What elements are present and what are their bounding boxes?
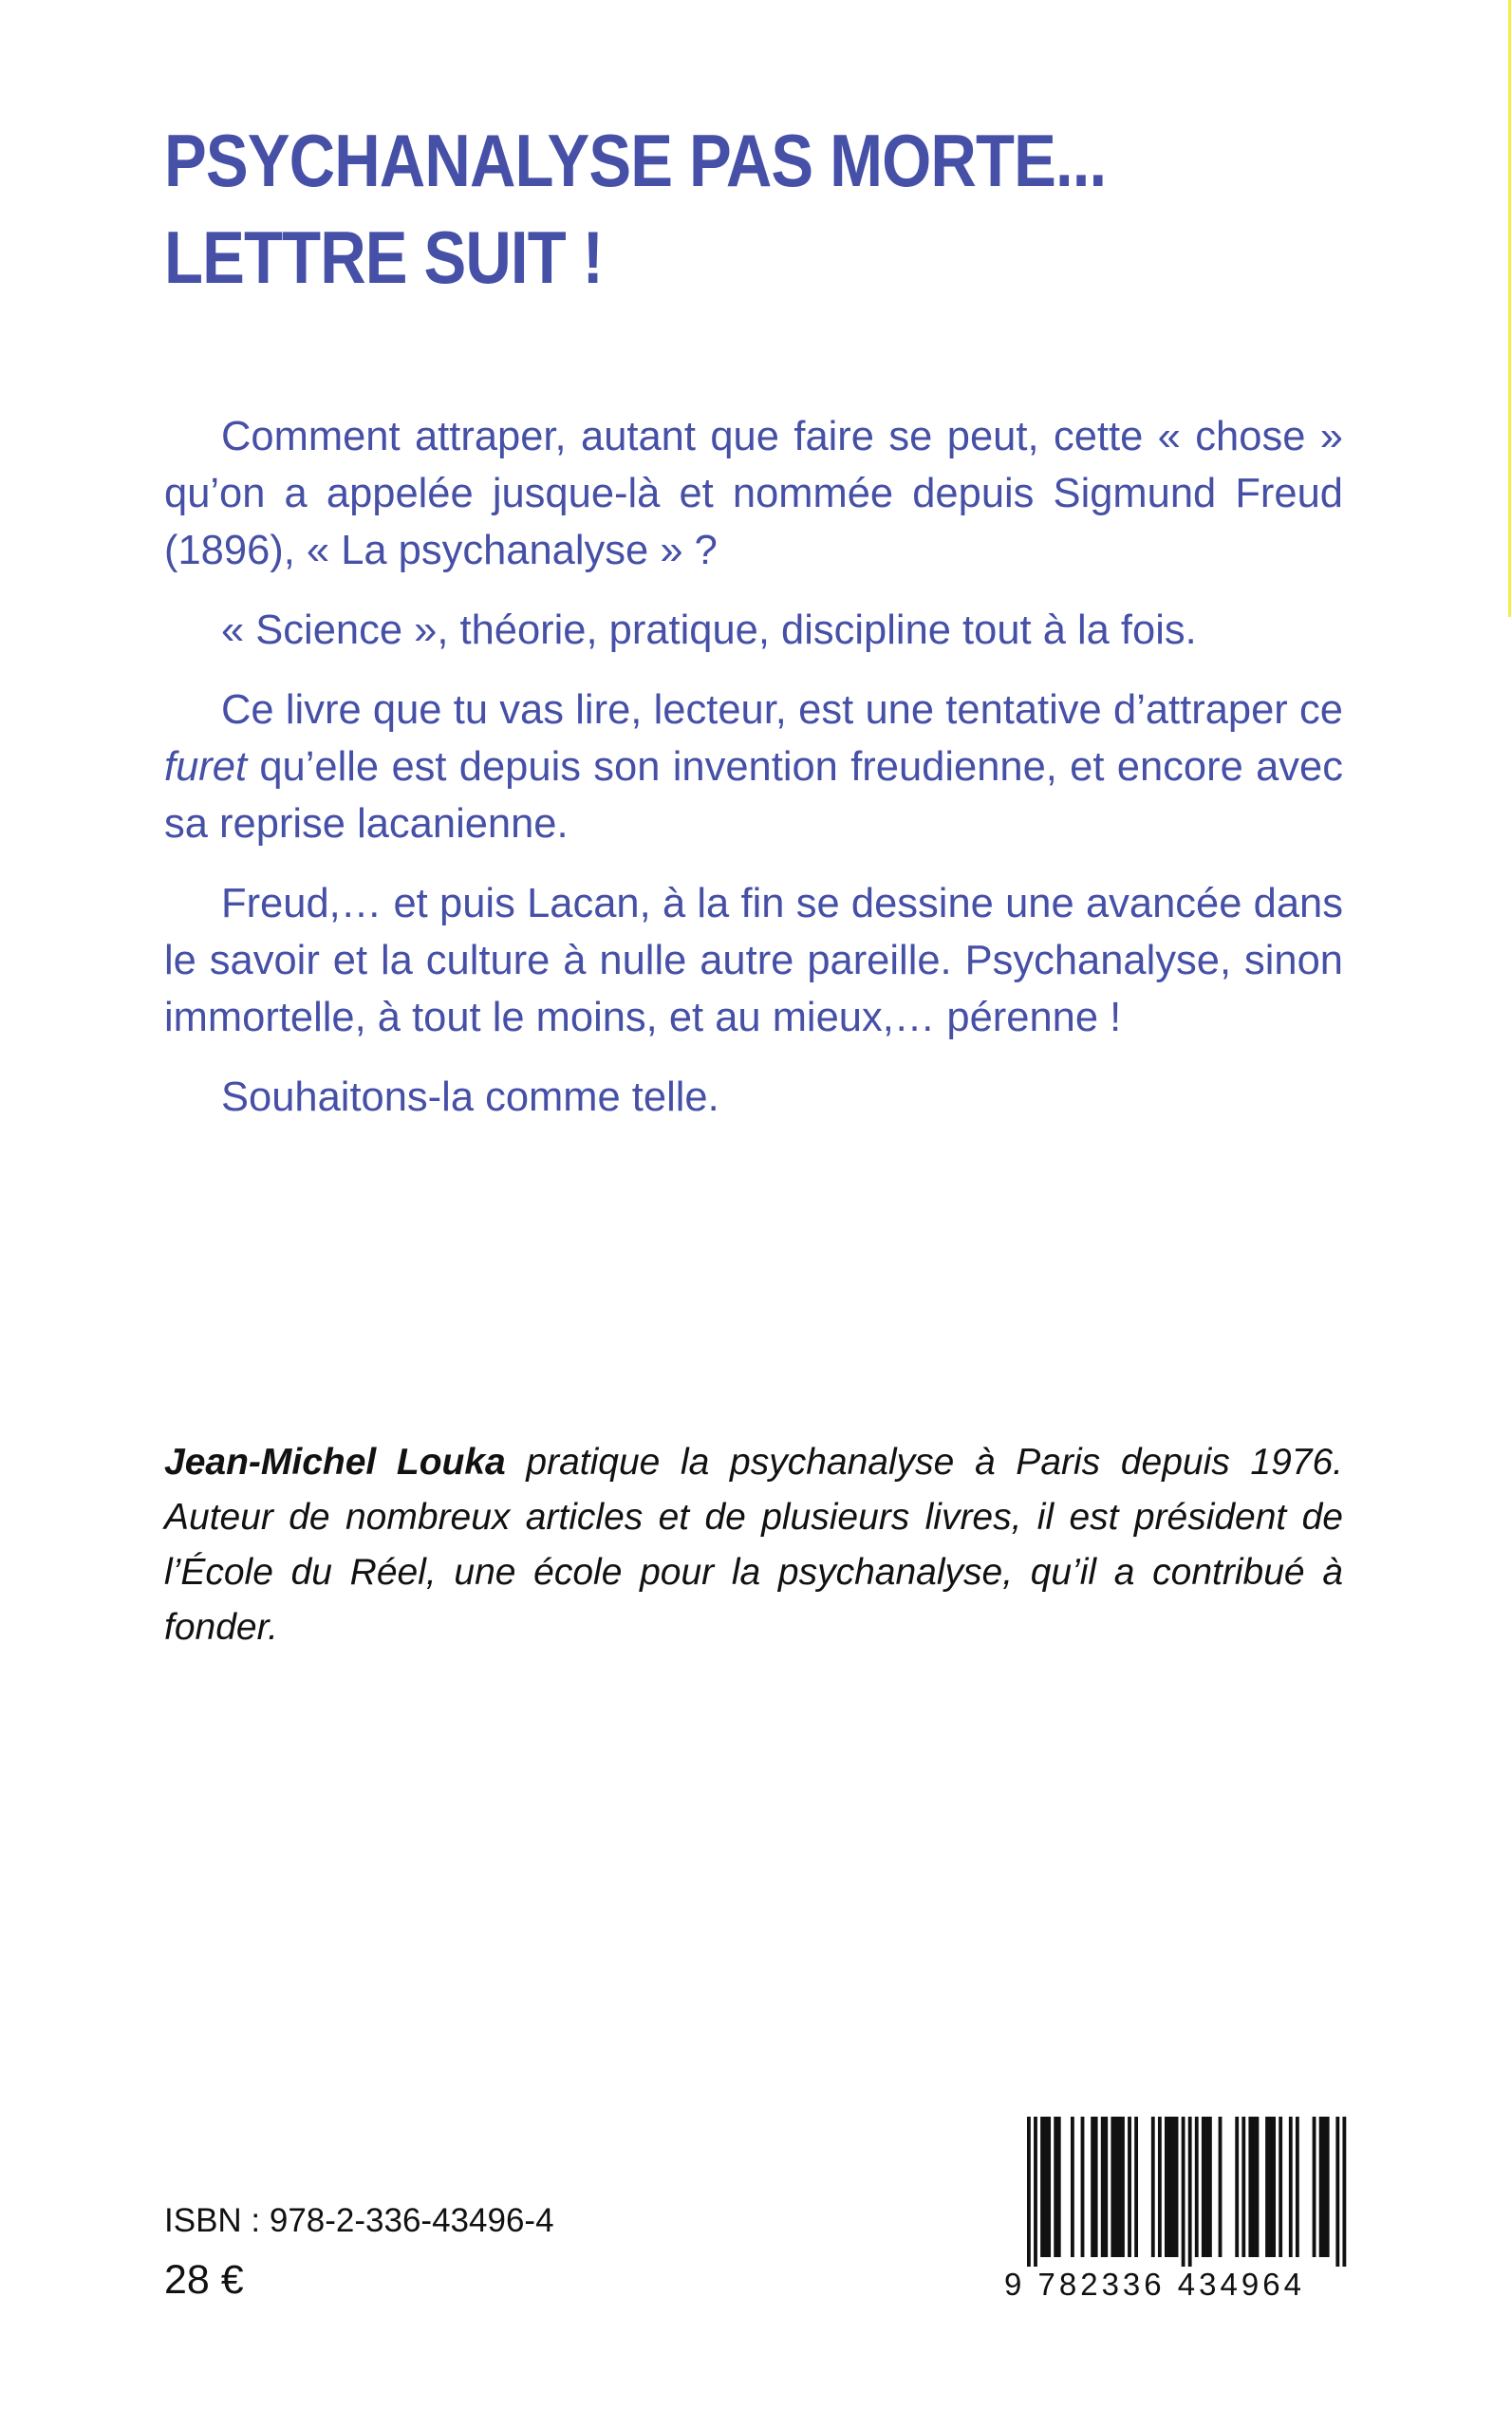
blurb-paragraph-3-end: qu’elle est depuis son invention freudienne, et encore avec sa reprise lacanienne. — [164, 744, 1343, 847]
barcode-bar — [1296, 2117, 1299, 2257]
author-bio-text: pratique la psychanalyse à Paris depuis 1976. Auteur de nombreux articles et de plusieurs livres, il est président de l’École du Réel, une école pour la psychanalyse, qu’il a contribué à fonder. — [164, 1442, 1343, 1648]
barcode-bar — [1114, 2117, 1118, 2257]
title-line-2: LETTRE SUIT ! — [164, 215, 604, 299]
barcode-bar — [1202, 2117, 1205, 2257]
barcode-bar — [1335, 2117, 1339, 2269]
blurb-paragraph-2: « Science », théorie, pratique, discipline tout à la fois. — [221, 607, 1197, 653]
barcode-bar — [1168, 2117, 1172, 2257]
title-line-1: PSYCHANALYSE PAS MORTE... — [164, 119, 1107, 202]
barcode-bar — [1204, 2117, 1208, 2257]
barcode-bar — [1208, 2117, 1212, 2257]
barcode-bar — [1326, 2117, 1330, 2257]
barcode-bar — [1188, 2117, 1192, 2269]
barcode-bar — [1047, 2117, 1051, 2257]
barcode-bars — [1006, 2117, 1348, 2269]
barcode-bar — [1182, 2117, 1185, 2269]
barcode-bar — [1101, 2117, 1105, 2257]
barcode-bar — [1313, 2117, 1316, 2257]
blurb-paragraph-1: Comment attraper, autant que faire se peut, cette « chose » qu’on a appelée jusque-là et nommée depuis Sigmund Freud (1896), « La psychanalyse » ? — [164, 414, 1343, 573]
blurb — [164, 408, 1343, 1148]
barcode-bar — [1256, 2117, 1260, 2257]
barcode-bar — [1269, 2117, 1273, 2257]
barcode-bar — [1091, 2117, 1094, 2257]
barcode-bar — [1128, 2117, 1131, 2257]
barcode-bar — [1121, 2117, 1125, 2257]
barcode-bar — [1081, 2117, 1085, 2257]
blurb-italic-word: furet — [164, 744, 248, 790]
barcode-number: 9 782336 434964 — [1004, 2267, 1348, 2303]
barcode-bar — [1057, 2117, 1061, 2257]
barcode-bar — [1219, 2117, 1223, 2257]
barcode-bar — [1248, 2117, 1252, 2257]
barcode-bar — [1272, 2117, 1276, 2257]
book-title — [164, 112, 1176, 306]
barcode-bar — [1322, 2117, 1326, 2257]
barcode-bar — [1027, 2117, 1031, 2269]
isbn-label: ISBN : 978-2-336-43496-4 — [164, 2202, 554, 2239]
barcode-bar — [1071, 2117, 1074, 2257]
barcode-bar — [1319, 2117, 1323, 2257]
barcode-bar — [1158, 2117, 1162, 2257]
barcode-bar — [1054, 2117, 1057, 2257]
barcode-bar — [1265, 2117, 1269, 2257]
barcode-bar — [1195, 2117, 1199, 2257]
barcode-bar — [1117, 2117, 1121, 2257]
blurb-paragraph-4: Freud,… et puis Lacan, à la fin se dessine une avancée dans le savoir et la culture à nulle autre pareille. Psychanalyse, sinon immortelle, à tout le moins, et au mieux,… pérenne ! — [164, 881, 1343, 1040]
barcode-bar — [1134, 2117, 1138, 2257]
barcode-bar — [1044, 2117, 1048, 2257]
barcode-bar — [1289, 2117, 1293, 2257]
author-bio — [164, 1435, 1343, 1655]
price-label: 28 € — [164, 2257, 244, 2303]
barcode-bar — [1094, 2117, 1098, 2257]
barcode-bar — [1104, 2117, 1108, 2257]
blurb-paragraph-3-start: Ce livre que tu vas lire, lecteur, est une tentative d’attraper ce — [221, 687, 1343, 733]
barcode-bar — [1034, 2117, 1037, 2269]
barcode-bar — [1241, 2117, 1245, 2257]
blurb-paragraph-3 — [164, 682, 1343, 852]
barcode-bar — [1175, 2117, 1179, 2257]
barcode-bar — [1151, 2117, 1155, 2257]
barcode-bar — [1279, 2117, 1282, 2257]
spine-edge-line — [1508, 0, 1511, 617]
blurb-paragraph-5: Souhaitons-la comme telle. — [221, 1074, 719, 1120]
barcode-bar — [1165, 2117, 1168, 2257]
barcode-bar — [1040, 2117, 1044, 2257]
barcode-bar — [1235, 2117, 1239, 2257]
barcode-bar — [1171, 2117, 1175, 2257]
author-name: Jean-Michel Louka — [164, 1442, 506, 1483]
barcode-bar — [1252, 2117, 1256, 2257]
barcode-bar — [1342, 2117, 1346, 2269]
barcode-bar — [1111, 2117, 1114, 2257]
